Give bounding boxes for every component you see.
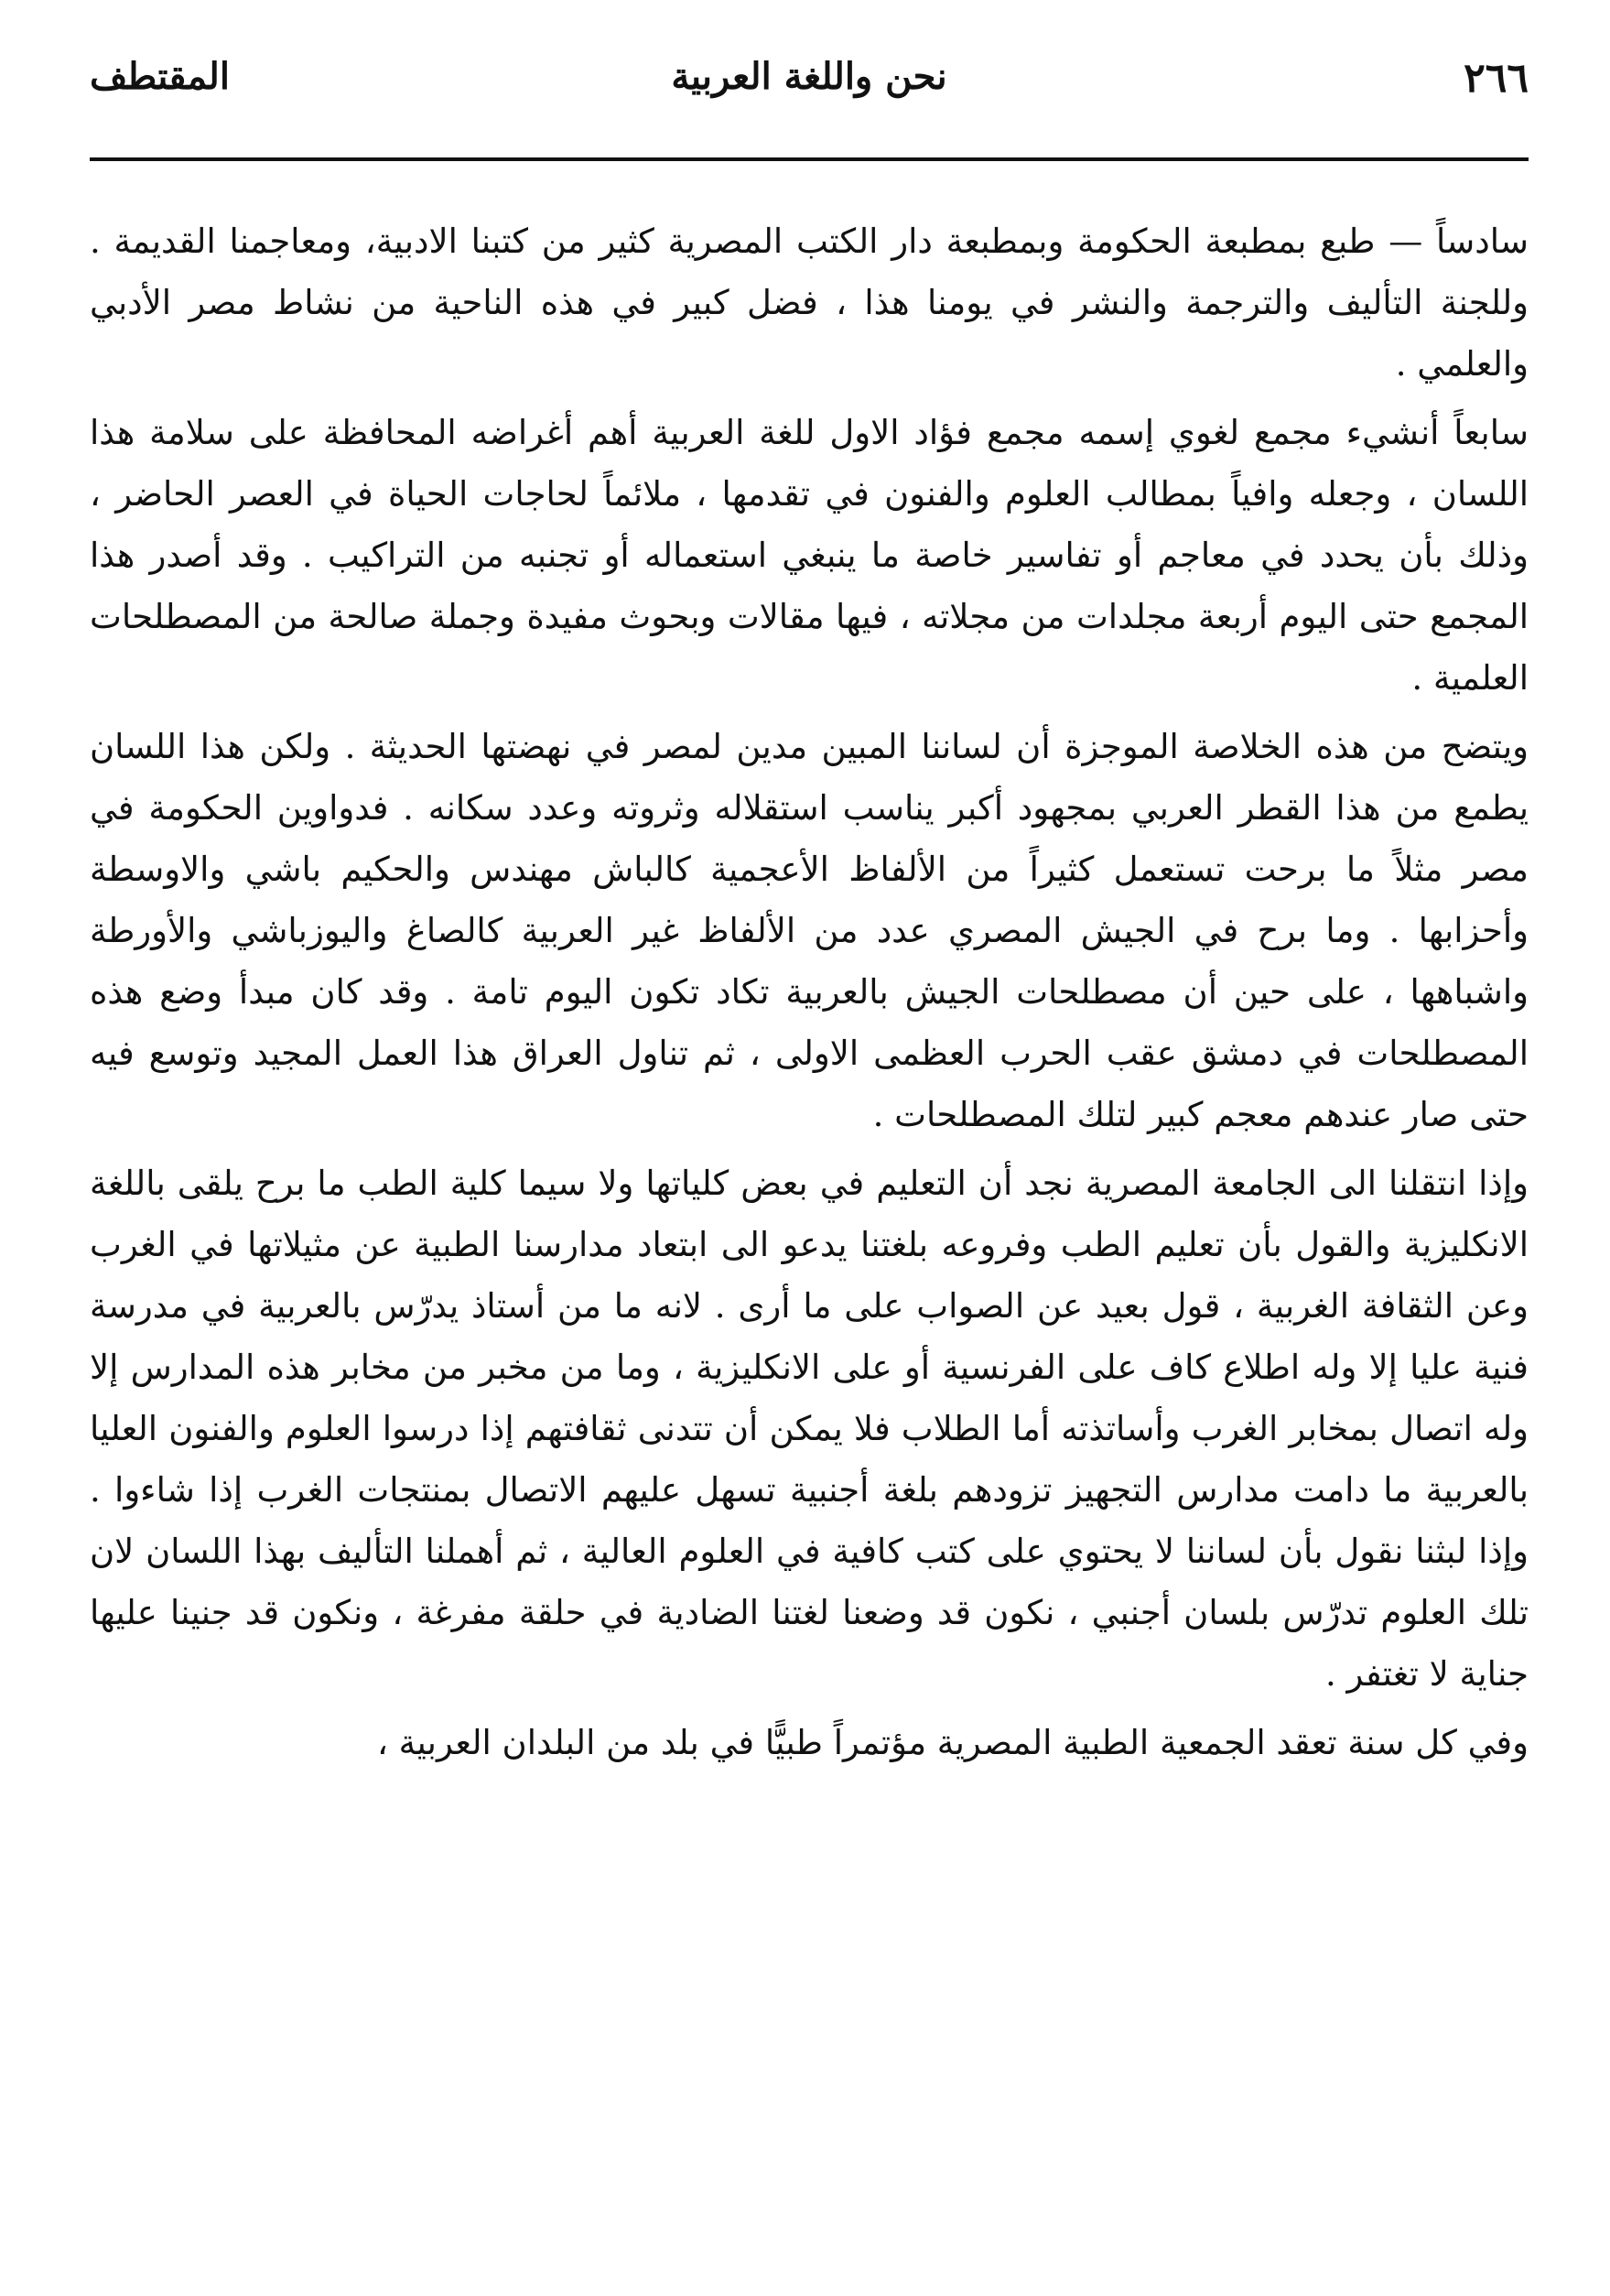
- header-rule: [90, 157, 1529, 161]
- running-header: [90, 55, 1529, 119]
- paragraph-sixth-point: سادساً — طبع بمطبعة الحكومة وبمطبعة دار الكتب المصرية كثير من كتبنا الادبية، ومعاجمنا القديمة . وللجنة التأليف والترجمة والنشر في يومنا هذا ، فضل كبير في هذه الناحية من نشاط مصر الأدبي والعلمي .: [90, 222, 1529, 384]
- paragraph-seventh-point: سابعاً أنشيء مجمع لغوي إسمه مجمع فؤاد الاول للغة العربية أهم أغراضه المحافظة على سلامة هذا اللسان ، وجعله وافياً بمطالب العلوم والفنون في تقدمها ، ملائماً لحاجات الحياة في العصر الحاضر ، وذلك بأن يحدد في معاجم أو تفاسير خاصة ما ينبغي استعماله أو تجنبه من التراكيب . وقد أصدر هذا المجمع حتى اليوم أربعة مجلدات من مجلاته ، فيها مقالات وبحوث مفيدة وجملة صالحة من المصطلحات العلمية .: [90, 413, 1529, 698]
- book-page: [90, 55, 1529, 2252]
- paragraph-university: وإذا انتقلنا الى الجامعة المصرية نجد أن التعليم في بعض كلياتها ولا سيما كلية الطب ما برح يلقى باللغة الانكليزية والقول بأن تعليم الطب وفروعه بلغتنا يدعو الى ابتعاد مدارسنا الطبية عن مثيلاتها في الغرب وعن الثقافة الغربية ، قول بعيد عن الصواب على ما أرى . لانه ما من أستاذ يدرّس بالعربية في مدرسة فنية عليا إلا وله اطلاع كاف على الفرنسية أو على الانكليزية ، وما من مخبر من مخابر هذه المدارس إلا وله اتصال بمخابر الغرب وأساتذته أما الطلاب فلا يمكن أن تتدنى ثقافتهم إذا درسوا العلوم والفنون العليا بالعربية ما دامت مدارس التجهيز تزودهم بلغة أجنبية تسهل عليهم الاتصال بمنتجات الغرب إذا شاءوا . وإذا لبثنا نقول بأن لساننا لا يحتوي على كتب كافية في العلوم العالية ، ثم أهملنا التأليف بهذا اللسان لان تلك العلوم تدرّس بلسان أجنبي ، نكون قد وضعنا لغتنا الضادية في حلقة مفرغة ، ونكون قد جنينا عليها جناية لا تغتفر .: [90, 1164, 1529, 1694]
- page-number: ٢٦٦: [1464, 55, 1529, 102]
- paragraph-medical-society: وفي كل سنة تعقد الجمعية الطبية المصرية مؤتمراً طبيًّا في بلد من البلدان العربية ،: [376, 1723, 1529, 1762]
- journal-name: المقتطف: [90, 55, 230, 98]
- article-body: [90, 211, 1529, 1781]
- paragraph-summary: ويتضح من هذه الخلاصة الموجزة أن لساننا المبين مدين لمصر في نهضتها الحديثة . ولكن هذا اللسان يطمع من هذا القطر العربي بمجهود أكبر يناسب استقلاله وثروته وعدد سكانه . فدواوين الحكومة في مصر مثلاً ما برحت تستعمل كثيراً من الألفاظ الأعجمية كالباش مهندس والحكيم باشي والاوسطة وأحزابها . وما برح في الجيش المصري عدد من الألفاظ غير العربية كالصاغ واليوزباشي والأورطة واشباهها ، على حين أن مصطلحات الجيش بالعربية تكاد تكون اليوم تامة . وقد كان مبدأ وضع هذه المصطلحات في دمشق عقب الحرب العظمى الاولى ، ثم تناول العراق هذا العمل المجيد وتوسع فيه حتى صار عندهم معجم كبير لتلك المصطلحات .: [90, 727, 1529, 1134]
- article-title: نحن واللغة العربية: [671, 55, 947, 98]
